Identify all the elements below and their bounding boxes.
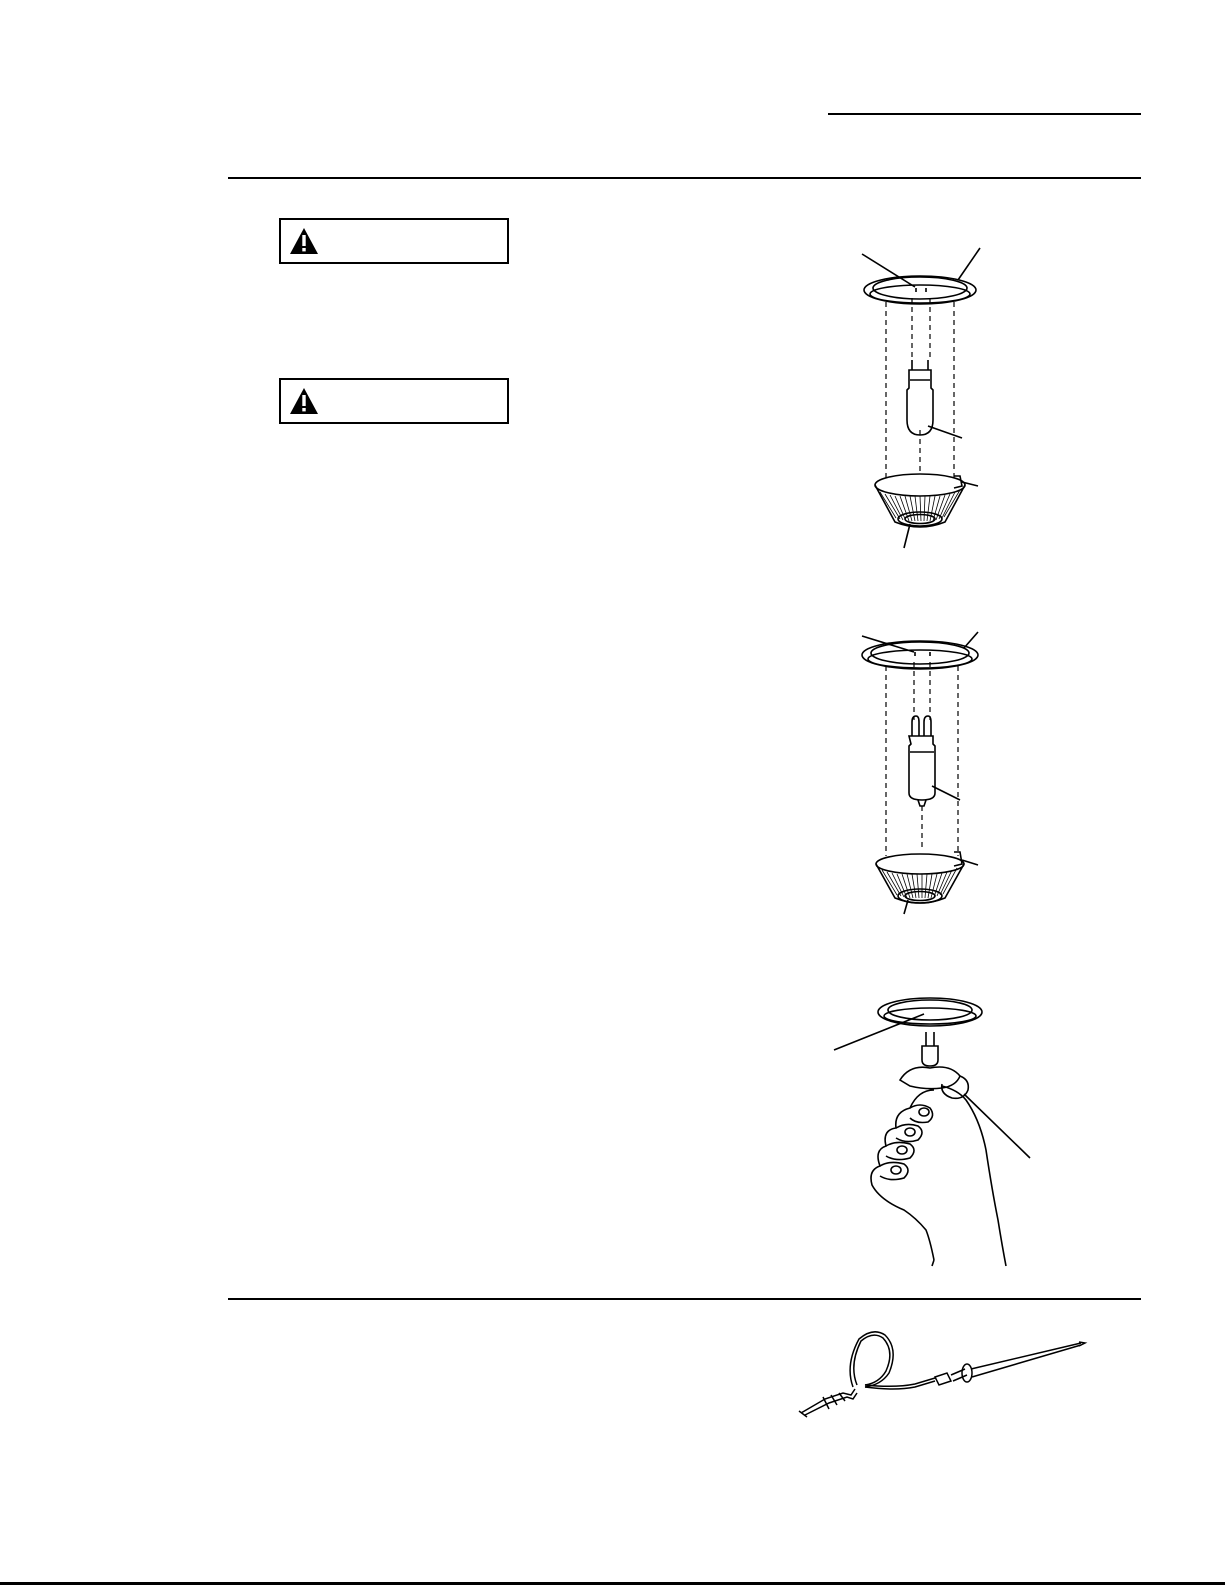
temperature-probe-illustration	[795, 1325, 1085, 1420]
section-divider-bottom	[228, 1298, 1141, 1300]
bulb-assembly-diagram-1	[840, 240, 1000, 560]
header-rule-short	[828, 113, 1141, 115]
warning-box-caution	[279, 218, 509, 264]
hand-removing-bulb-illustration	[830, 990, 1040, 1270]
bulb-assembly-diagram-2	[840, 628, 1000, 918]
warning-triangle-icon	[289, 387, 319, 415]
warning-box-caution-second	[279, 378, 509, 424]
warning-triangle-icon	[289, 227, 319, 255]
section-divider-top	[228, 177, 1141, 179]
